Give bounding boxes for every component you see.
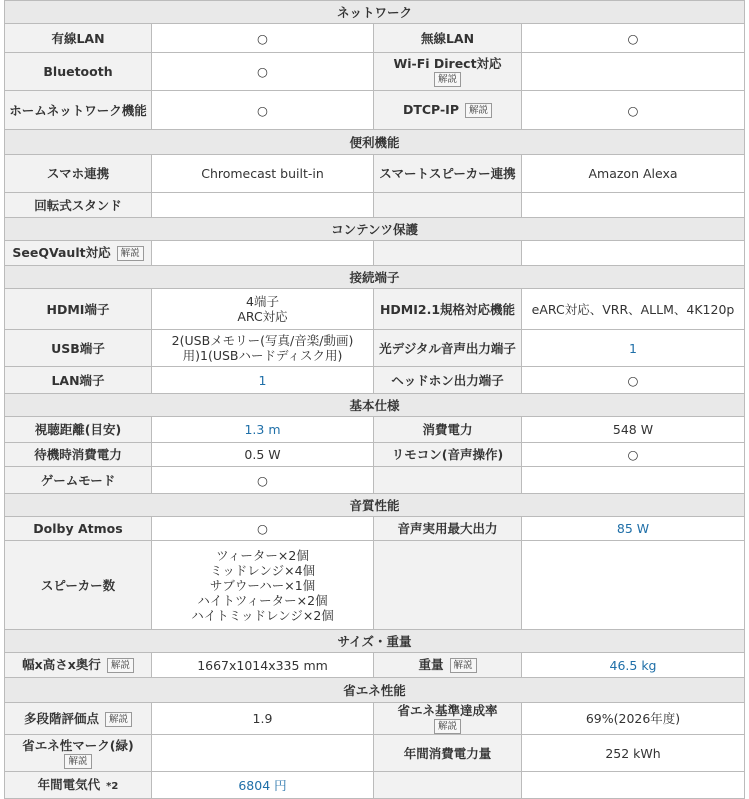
spec-label-text: スマホ連携 <box>46 166 110 181</box>
spec-value-text: 1 <box>258 372 267 388</box>
spec-table <box>4 0 745 799</box>
section-title: 音質性能 <box>5 494 745 517</box>
spec-label <box>5 367 152 394</box>
spec-row <box>5 517 745 541</box>
spec-value <box>152 155 374 193</box>
spec-value-text: ○ <box>627 30 639 46</box>
spec-label-text: SeeQVault対応 <box>12 245 111 260</box>
spec-label <box>5 193 152 218</box>
spec-value-text: ○ <box>257 521 268 536</box>
spec-value <box>522 367 745 394</box>
spec-label-text: 幅x高さx奥行 <box>22 657 101 672</box>
spec-label <box>374 443 522 467</box>
spec-label <box>374 367 522 394</box>
spec-label-text: 消費電力 <box>422 422 473 437</box>
explain-badge[interactable]: 解説 <box>465 103 492 118</box>
spec-row <box>5 53 745 91</box>
section-header-connection <box>5 266 745 289</box>
spec-value-text: ツィーター×2個 ミッドレンジ×4個 サブウーハー×1個 ハイトツィーター×2個 ハイトミッドレンジ×2個 <box>191 547 334 623</box>
spec-label-text: 省エネ性マーク(緑) <box>22 737 134 753</box>
spec-value-text: ○ <box>257 102 268 118</box>
spec-value <box>522 53 745 91</box>
spec-label-text: ゲームモード <box>40 472 116 488</box>
spec-value <box>152 467 374 494</box>
spec-label <box>5 91 152 130</box>
spec-label-text: USB端子 <box>51 340 105 356</box>
section-title: ネットワーク <box>5 1 745 24</box>
section-title: 便利機能 <box>5 130 745 155</box>
spec-label <box>374 24 522 53</box>
spec-label-text: Wi-Fi Direct対応 <box>393 56 502 71</box>
spec-value-text: 4端子 ARC対応 <box>237 294 288 324</box>
explain-badge[interactable]: 解説 <box>450 658 477 673</box>
spec-label <box>5 53 152 91</box>
spec-value-text: 6804 円 <box>238 777 287 793</box>
spec-value-text: ○ <box>257 472 268 488</box>
spec-value-text: 548 W <box>612 422 654 437</box>
spec-row <box>5 467 745 494</box>
spec-value <box>152 517 374 541</box>
spec-row <box>5 443 745 467</box>
spec-row <box>5 330 745 367</box>
spec-value <box>152 443 374 467</box>
spec-value-text: 1.3 m <box>244 422 281 437</box>
spec-label-text: スピーカー数 <box>40 577 116 593</box>
spec-label-text: 光デジタル音声出力端子 <box>379 340 516 356</box>
spec-row <box>5 24 745 53</box>
spec-label <box>5 735 152 772</box>
spec-label <box>5 155 152 193</box>
explain-badge[interactable]: 解説 <box>64 754 91 769</box>
spec-value-text: 1 <box>629 340 637 356</box>
spec-label-text: 多段階評価点 <box>23 710 99 726</box>
spec-value <box>152 241 374 266</box>
spec-label <box>5 330 152 367</box>
spec-value-text: Amazon Alexa <box>588 166 678 181</box>
explain-badge[interactable]: 解説 <box>434 72 461 87</box>
spec-row <box>5 289 745 330</box>
spec-value-text: 0.5 W <box>244 447 281 462</box>
spec-value <box>522 417 745 443</box>
spec-label <box>374 653 522 678</box>
section-title: 省エネ性能 <box>5 678 745 703</box>
spec-label-text: HDMI端子 <box>46 301 110 317</box>
section-header-audio <box>5 494 745 517</box>
spec-row <box>5 735 745 772</box>
section-title: 接続端子 <box>5 266 745 289</box>
spec-value <box>522 703 745 735</box>
spec-value <box>152 653 374 678</box>
spec-value <box>522 241 745 266</box>
spec-value[interactable] <box>522 517 745 541</box>
spec-value-text: ○ <box>627 447 639 462</box>
explain-badge[interactable]: 解説 <box>434 719 461 734</box>
explain-badge[interactable]: 解説 <box>105 712 132 727</box>
spec-row <box>5 417 745 443</box>
section-title: 基本仕様 <box>5 394 745 417</box>
footnote-marker: *2 <box>106 780 119 792</box>
spec-value <box>152 53 374 91</box>
spec-label <box>5 541 152 630</box>
spec-label <box>5 772 152 799</box>
section-title: サイズ・重量 <box>5 630 745 653</box>
spec-value <box>522 467 745 494</box>
spec-label <box>374 517 522 541</box>
spec-label-text: ヘッドホン出力端子 <box>391 372 504 388</box>
section-header-energy <box>5 678 745 703</box>
section-header-convenience <box>5 130 745 155</box>
spec-label <box>5 517 152 541</box>
spec-value <box>152 735 374 772</box>
explain-badge[interactable]: 解説 <box>107 658 134 673</box>
spec-value-text: eARC対応、VRR、ALLM、4K120p <box>531 301 735 317</box>
spec-label-text: 視聴距離(目安) <box>34 422 122 437</box>
spec-row <box>5 193 745 218</box>
spec-label-text: 省エネ基準達成率 <box>397 703 498 718</box>
spec-value <box>152 330 374 367</box>
spec-row <box>5 367 745 394</box>
spec-label <box>374 735 522 772</box>
spec-label <box>374 289 522 330</box>
spec-value-text: ○ <box>627 102 639 118</box>
spec-label-text: リモコン(音声操作) <box>391 447 504 462</box>
spec-label <box>374 155 522 193</box>
spec-label-text: 待機時消費電力 <box>34 447 122 462</box>
spec-value-text: ○ <box>627 372 639 388</box>
explain-badge[interactable]: 解説 <box>117 246 144 261</box>
spec-value <box>522 91 745 130</box>
spec-value[interactable] <box>522 330 745 367</box>
spec-label-text: 無線LAN <box>420 30 475 46</box>
spec-row <box>5 772 745 799</box>
spec-value-text: ○ <box>257 30 268 46</box>
spec-label <box>374 772 522 799</box>
spec-value <box>522 155 745 193</box>
spec-label <box>374 330 522 367</box>
spec-value <box>522 443 745 467</box>
spec-value <box>522 735 745 772</box>
spec-label-text: Bluetooth <box>43 64 113 79</box>
spec-value-text: 1.9 <box>252 711 273 726</box>
spec-label <box>374 703 522 735</box>
spec-row <box>5 241 745 266</box>
spec-label <box>5 417 152 443</box>
spec-value-text: 2(USBメモリー(写真/音楽/動画)用)1(USBハードディスク用) <box>171 333 354 363</box>
spec-value[interactable] <box>522 653 745 678</box>
section-title: コンテンツ保護 <box>5 218 745 241</box>
spec-value <box>152 91 374 130</box>
spec-label <box>5 653 152 678</box>
spec-value <box>522 772 745 799</box>
spec-label-text: Dolby Atmos <box>33 521 123 536</box>
spec-value[interactable] <box>152 367 374 394</box>
spec-label <box>374 193 522 218</box>
spec-label-text: 年間電気代 <box>37 776 101 792</box>
spec-label <box>374 91 522 130</box>
spec-label <box>374 241 522 266</box>
spec-label <box>374 467 522 494</box>
spec-value <box>152 541 374 630</box>
spec-value-text: 252 kWh <box>605 745 661 761</box>
spec-row <box>5 703 745 735</box>
spec-label <box>5 241 152 266</box>
spec-value <box>152 24 374 53</box>
spec-label-text: 音声実用最大出力 <box>397 521 498 536</box>
spec-value[interactable] <box>152 772 374 799</box>
spec-row <box>5 155 745 193</box>
section-header-content-protection <box>5 218 745 241</box>
spec-label-text: LAN端子 <box>51 372 105 388</box>
spec-value <box>522 289 745 330</box>
spec-label-text: 有線LAN <box>51 30 105 46</box>
spec-value <box>522 24 745 53</box>
spec-value <box>522 541 745 630</box>
spec-label-text: 回転式スタンド <box>34 197 122 213</box>
spec-value <box>152 289 374 330</box>
spec-label-text: ホームネットワーク機能 <box>9 102 147 118</box>
spec-label <box>5 467 152 494</box>
spec-label <box>374 417 522 443</box>
spec-row <box>5 541 745 630</box>
spec-label <box>374 541 522 630</box>
spec-value[interactable] <box>152 417 374 443</box>
spec-label-text: DTCP-IP <box>402 102 459 117</box>
spec-label-text: 年間消費電力量 <box>403 745 492 761</box>
section-header-size-weight <box>5 630 745 653</box>
spec-label <box>5 443 152 467</box>
spec-value-text: 85 W <box>616 521 650 536</box>
spec-label <box>5 703 152 735</box>
spec-value <box>522 193 745 218</box>
spec-value-text: Chromecast built-in <box>201 166 324 181</box>
spec-row <box>5 91 745 130</box>
spec-row <box>5 653 745 678</box>
section-header-basic-spec <box>5 394 745 417</box>
spec-label <box>5 24 152 53</box>
spec-label-text: スマートスピーカー連携 <box>379 166 516 181</box>
spec-value <box>152 193 374 218</box>
section-header-network <box>5 1 745 24</box>
spec-value-text: 69%(2026年度) <box>585 711 681 726</box>
spec-label-text: 重量 <box>418 657 444 672</box>
spec-value-text: 46.5 kg <box>609 657 657 673</box>
spec-label-text: HDMI2.1規格対応機能 <box>379 301 516 317</box>
spec-label <box>374 53 522 91</box>
spec-label <box>5 289 152 330</box>
spec-value-text: 1667x1014x335 mm <box>197 657 328 673</box>
spec-value-text: ○ <box>257 64 268 79</box>
spec-value <box>152 703 374 735</box>
